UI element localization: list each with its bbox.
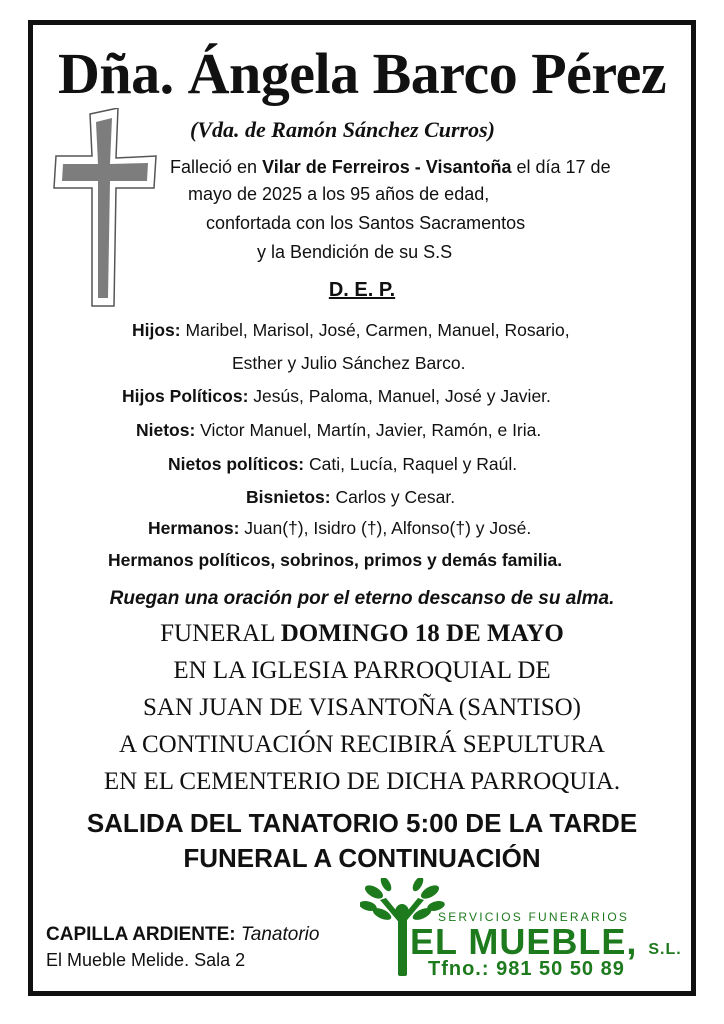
- intro-line-4: y la Bendición de su S.S: [257, 242, 453, 262]
- intro-line-2: mayo de 2025 a los 95 años de edad,: [188, 184, 490, 204]
- hijos-line-1: Hijos: Maribel, Marisol, José, Carmen, Manuel, Rosario,: [132, 320, 570, 340]
- widow-line: (Vda. de Ramón Sánchez Curros): [190, 117, 496, 142]
- nietos-line: Nietos: Victor Manuel, Martín, Javier, Ramón, e Iria.: [136, 420, 542, 440]
- funeral-line-2: EN LA IGLESIA PARROQUIAL DE: [173, 657, 551, 684]
- intro-line-1: Falleció en Vilar de Ferreiros - Visantoña el día 17 de: [170, 157, 611, 177]
- funeral-line-4: A CONTINUACIÓN RECIBIRÁ SEPULTURA: [119, 731, 605, 758]
- funeral-line-3: SAN JUAN DE VISANTOÑA (SANTISO): [143, 694, 581, 721]
- hermanos-line: Hermanos: Juan(†), Isidro (†), Alfonso(†) y José.: [148, 518, 532, 538]
- bisnietos-line: Bisnietos: Carlos y Cesar.: [246, 487, 456, 507]
- cross-icon: [52, 108, 158, 308]
- funeral-line-1: FUNERAL DOMINGO 18 DE MAYO: [160, 620, 564, 647]
- salida-line-1: SALIDA DEL TANATORIO 5:00 DE LA TARDE: [86, 808, 638, 838]
- deceased-name: Dña. Ángela Barco Pérez: [57, 41, 667, 106]
- funeral-line-5: EN EL CEMENTERIO DE DICHA PARROQUIA.: [103, 768, 621, 795]
- nietos-politicos-line: Nietos políticos: Cati, Lucía, Raquel y Raúl.: [168, 454, 518, 474]
- logo-brand-text: EL MUEBLE, S.L.: [410, 921, 682, 962]
- intro-line-3: confortada con los Santos Sacramentos: [206, 213, 526, 233]
- logo-services-text: SERVICIOS FUNERARIOS: [438, 910, 630, 924]
- prayer-line: Ruegan una oración por el eterno descanso de su alma.: [109, 588, 615, 609]
- capilla-line-2: El Mueble Melide. Sala 2: [46, 950, 246, 970]
- dep-heading: D. E. P.: [328, 279, 396, 301]
- demas-familia-line: Hermanos políticos, sobrinos, primos y demás familia.: [108, 550, 563, 570]
- capilla-line-1: CAPILLA ARDIENTE: Tanatorio: [46, 924, 320, 945]
- salida-line-2: FUNERAL A CONTINUACIÓN: [183, 843, 541, 873]
- logo-phone-text: Tfno.: 981 50 50 89: [428, 958, 625, 980]
- hijos-politicos-line: Hijos Políticos: Jesús, Paloma, Manuel, José y Javier.: [122, 386, 551, 406]
- hijos-line-2: Esther y Julio Sánchez Barco.: [232, 353, 466, 373]
